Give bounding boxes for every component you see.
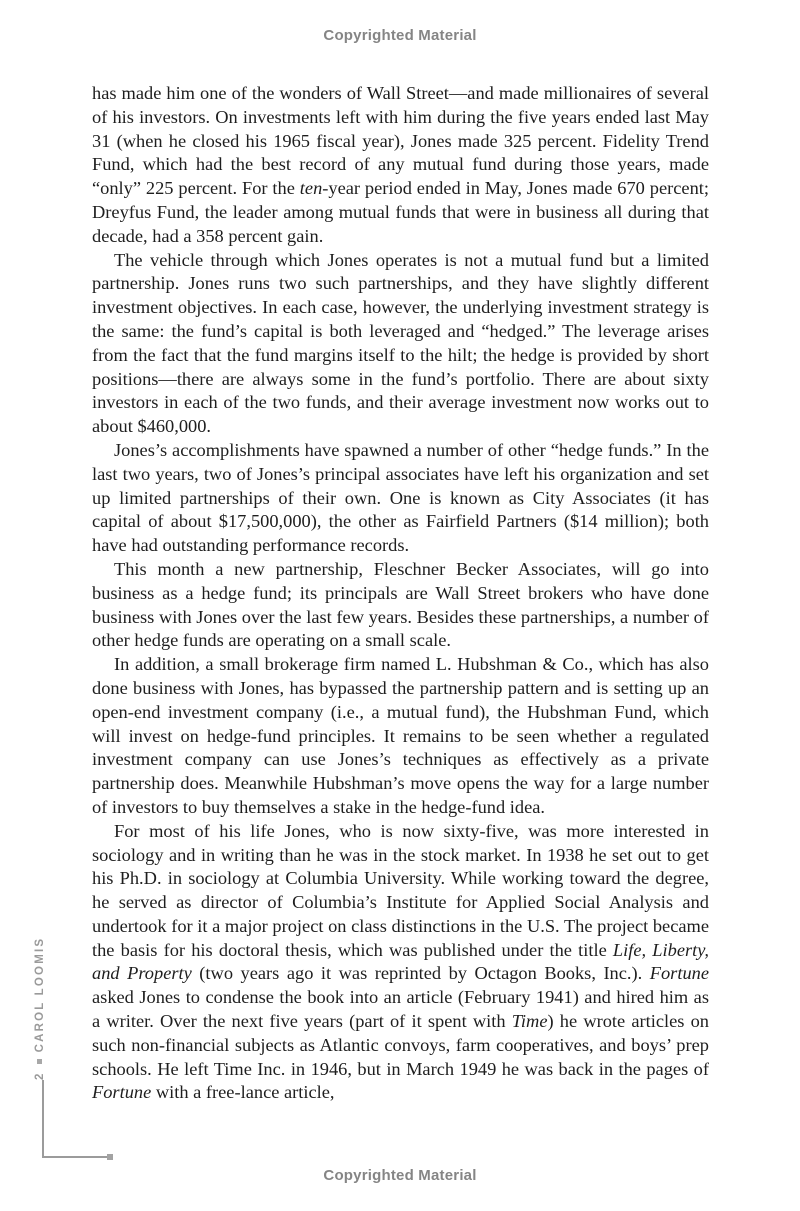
page-number: 2: [34, 1071, 46, 1080]
paragraph-6-text-c: asked Jones to condense the book into an article (February 1941) and hired him as a writer. Over the next five years (part of it spent with: [92, 987, 709, 1032]
paragraph-6-text-b: (two years ago it was reprinted by Octagon Books, Inc.).: [191, 963, 650, 984]
running-foot-text: [30, 936, 50, 1080]
paragraph-5: [92, 653, 709, 820]
running-foot: [30, 936, 50, 1080]
author-name: CAROL LOOMIS: [34, 936, 46, 1053]
paragraph-6: [92, 820, 709, 1106]
book-title: Life, Liberty, and Property: [92, 939, 709, 984]
paragraph-5-text: In addition, a small brokerage firm named L. Hubshman & Co., which has also done business with Jones, has bypassed the partnership pattern and is setting up an open-end investment company (i.e., a mutual fund), the Hubshman Fund, which will invest on hedge-fund principles. It remains to be seen whether a regulated investment company can use Jones’s techniques as effectively as a private partnership does. Meanwhile Hubshman’s move opens the way for a large number of investors to buy themselves a stake in the hedge-fund idea.: [92, 654, 709, 817]
paragraph-1: [92, 82, 709, 249]
paragraph-1-text-a: has made him one of the wonders of Wall Street—and made millionaires of several of his investors. On investments left with him during the five years ended last May 31 (when he closed his 1965 fiscal year), Jones made 325 percent. Fidelity Trend Fund, which had the best record of any mutual fund during those years, made “only” 225 percent. For the: [92, 83, 709, 199]
copyright-footer: Copyrighted Material: [323, 1167, 477, 1184]
copyright-header: Copyrighted Material: [323, 27, 477, 44]
magazine-title-time: Time: [511, 1011, 548, 1032]
paragraph-2: [92, 249, 709, 439]
paragraph-6-text-a: For most of his life Jones, who is now sixty-five, was more interested in sociology and in writing than he was in the stock market. In 1938 he set out to get his Ph.D. in sociology at Columbia University. While working toward the degree, he served as director of Columbia’s Institute for Applied Social Analysis and undertook for it a major project on class distinctions in the U.S. The project became the basis for his doctoral thesis, which was published under the title: [92, 820, 709, 960]
paragraph-1-text-b: -year period ended in May, Jones made 670 percent; Dreyfus Fund, the leader among mutual funds that were in business all during that decade, had a 358 percent gain.: [92, 178, 709, 246]
page-body: [92, 82, 709, 1105]
corner-rule-end-square: [107, 1154, 113, 1160]
paragraph-2-text: The vehicle through which Jones operates is not a mutual fund but a limited partnership. Jones runs two such partnerships, and they have slightly different investment objectives. In each case, however, the underlying investment strategy is the same: the fund’s capital is both leveraged and “hedged.” The leverage arises from the fact that the fund margins itself to the hilt; the hedge is provided by short positions—there are always some in the fund’s portfolio. There are about sixty investors in each of the two funds, and their average investment now works out to about $460,000.: [92, 249, 709, 437]
paragraph-1-emphasis: ten: [299, 178, 323, 199]
paragraph-4: [92, 558, 709, 653]
paragraph-3-text: Jones’s accomplishments have spawned a number of other “hedge funds.” In the last two years, two of Jones’s principal associates have left his organization and set up limited partnerships of their own. One is known as City Associates (it has capital of about $17,500,000), the other as Fairfield Partners ($14 million); both have had outstanding performance records.: [92, 439, 709, 556]
separator-square: [37, 1059, 42, 1064]
corner-rule-vertical: [42, 1080, 44, 1158]
paragraph-3: [92, 439, 709, 558]
paragraph-6-text-e: with a free-lance article,: [151, 1082, 335, 1103]
magazine-title-fortune: Fortune: [649, 963, 709, 984]
paragraph-6-text-d: ) he wrote articles on such non-financial subjects as Atlantic convoys, farm cooperatives, and boys’ prep schools. He left Time Inc. in 1946, but in March 1949 he was back in the pages of: [92, 1011, 710, 1079]
corner-rule-horizontal: [42, 1156, 108, 1158]
paragraph-4-text: This month a new partnership, Fleschner Becker Associates, will go into business as a hedge fund; its principals are Wall Street brokers who have done business with Jones over the last few years. Besides these partnerships, a number of other hedge funds are operating on a small scale.: [92, 558, 709, 651]
magazine-title-fortune-2: Fortune: [92, 1082, 152, 1103]
